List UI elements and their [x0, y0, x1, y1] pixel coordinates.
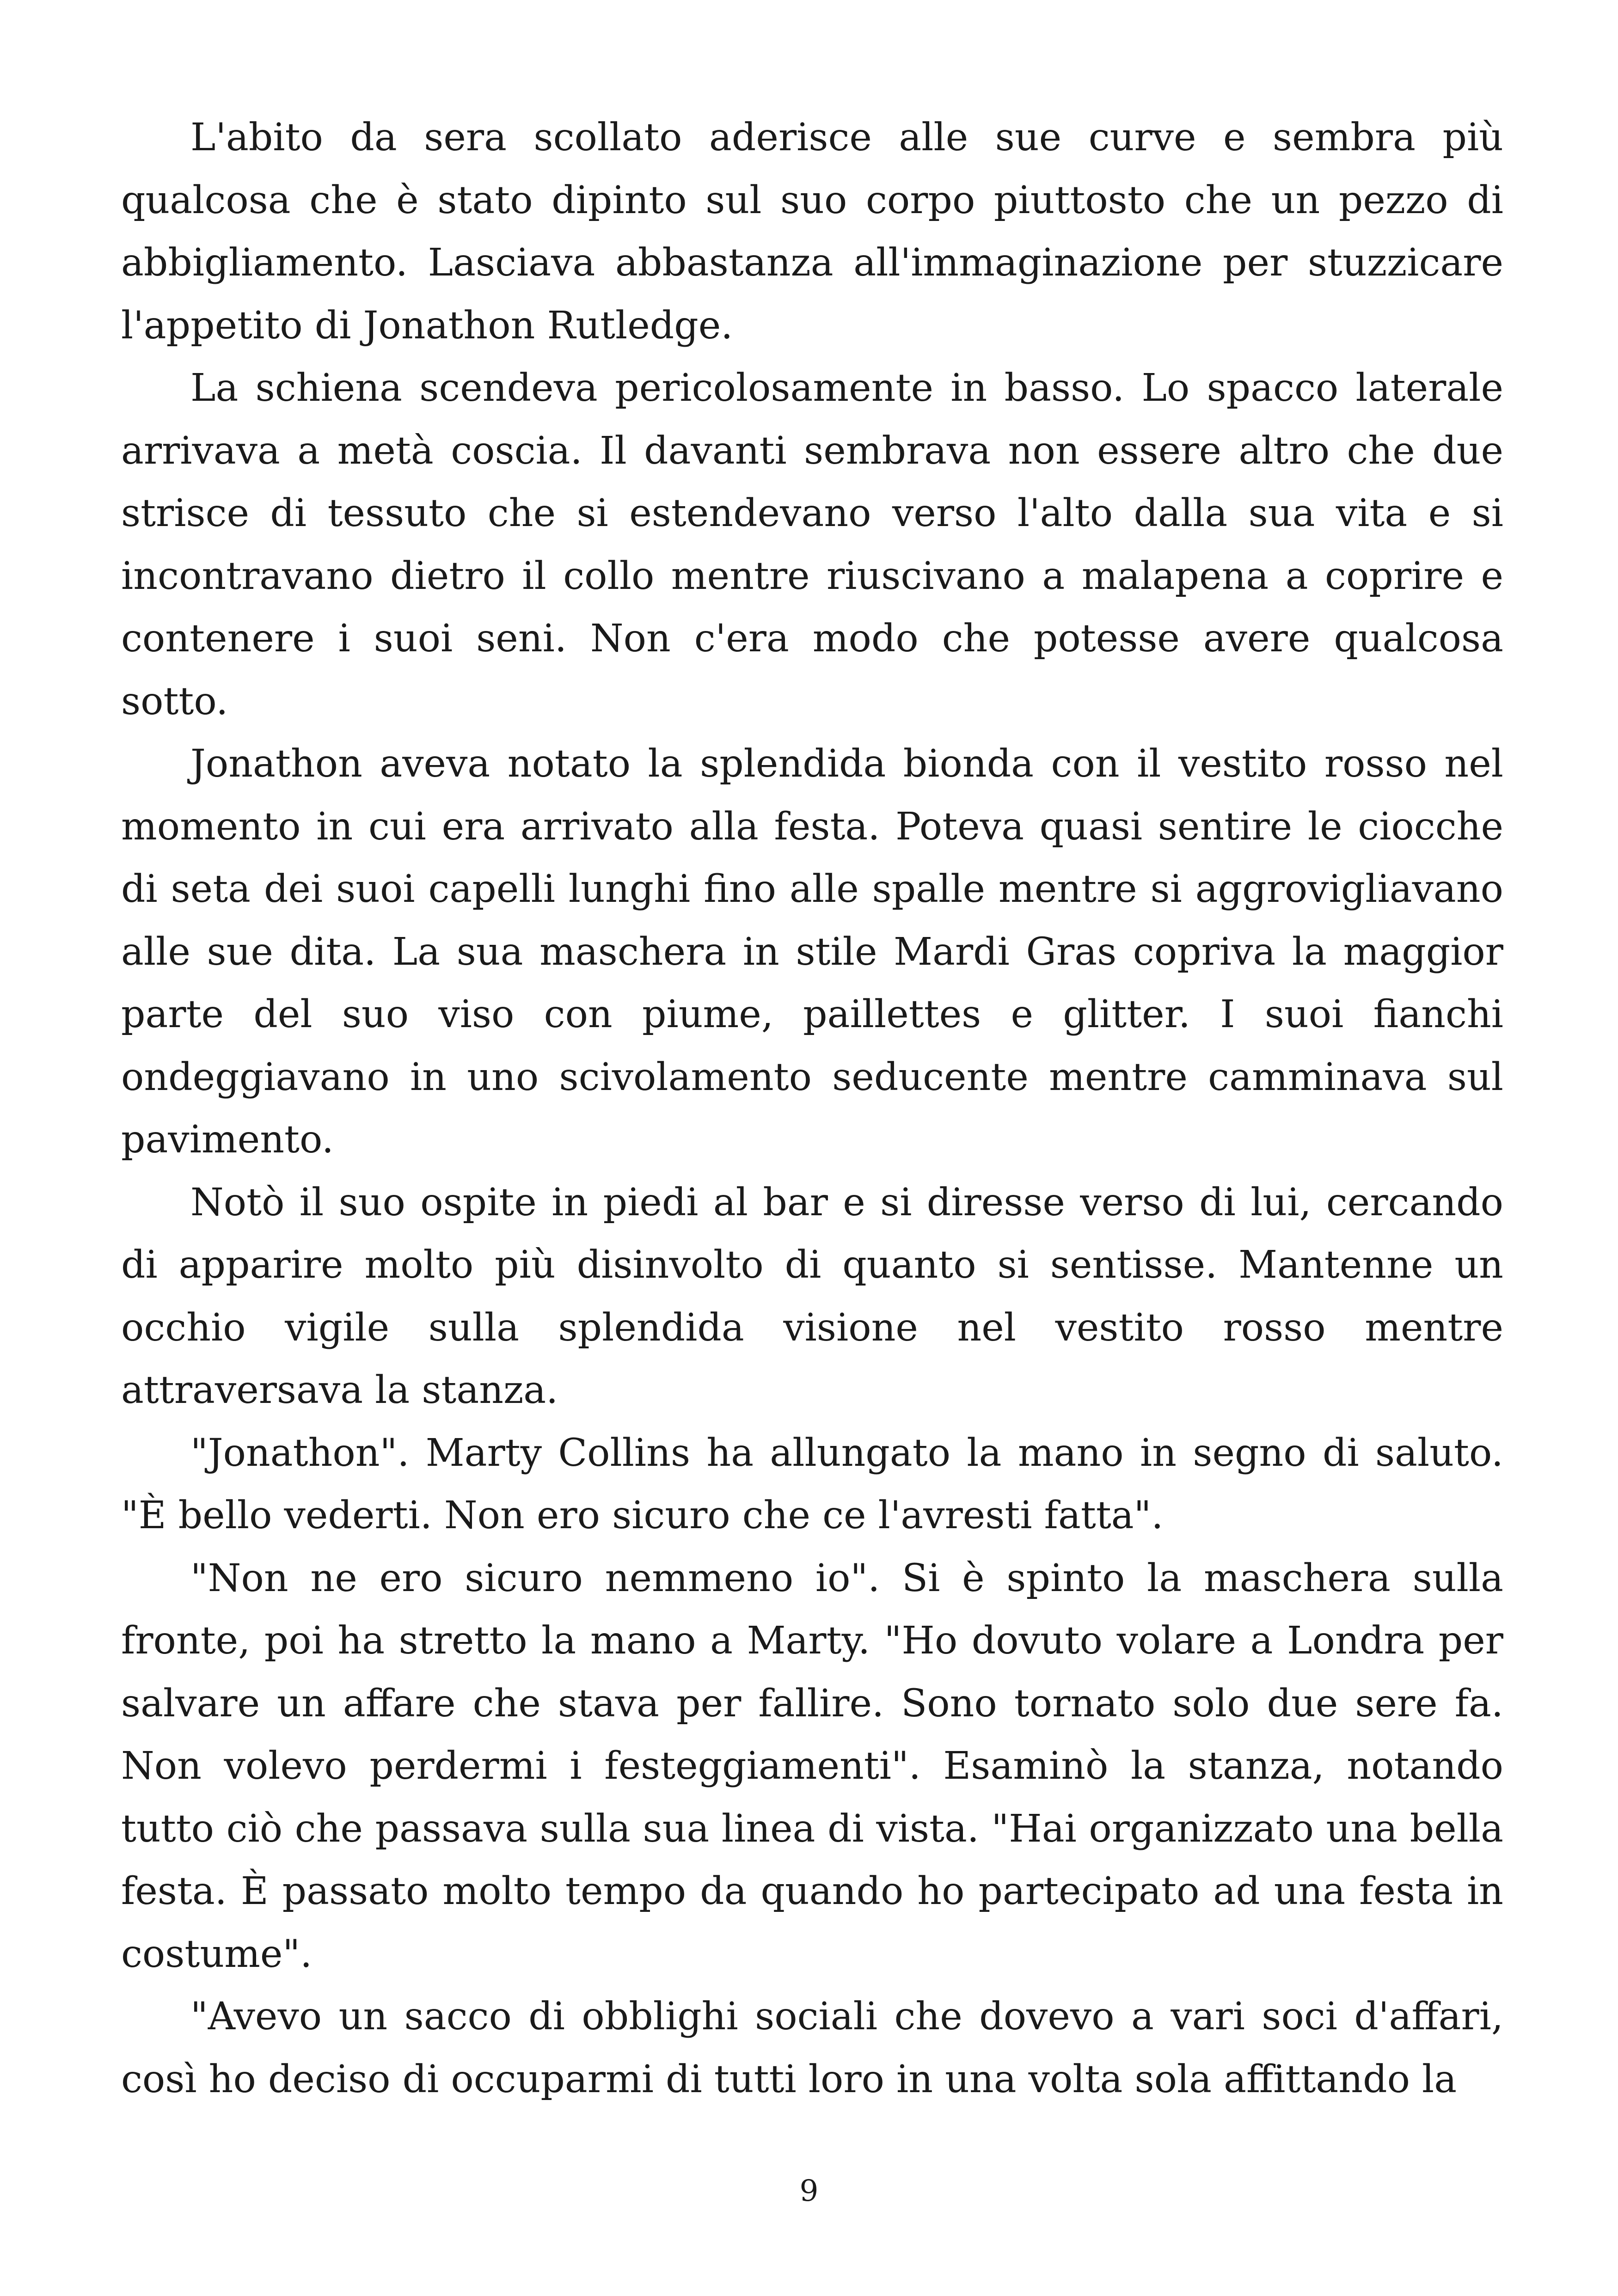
paragraph: "Avevo un sacco di obblighi sociali che dovevo a vari soci d'affari, così ho deciso di occuparmi di tutti loro in una volta sola affittando la	[121, 1995, 1503, 2101]
paragraph: La schiena scendeva pericolosamente in basso. Lo spacco laterale arrivava a metà coscia. Il davanti sembrava non essere altro che due strisce di tessuto che si estendevano verso l'alto dalla sua vita e si incontravano dietro il collo mentre riuscivano a malapena a coprire e contenere i suoi seni. Non c'era modo che potesse avere qualcosa sotto.	[121, 366, 1503, 723]
page-number: 9	[799, 2174, 819, 2208]
paragraph: "Jonathon". Marty Collins ha allungato la mano in segno di saluto. "È bello vederti. Non ero sicuro che ce l'avresti fatta".	[121, 1431, 1503, 1537]
paragraph: L'abito da sera scollato aderisce alle sue curve e sembra più qualcosa che è stato dipinto sul suo corpo piuttosto che un pezzo di abbigliamento. Lasciava abbastanza all'immaginazione per stuzzicare l'appetito di Jonathon Rutledge.	[121, 116, 1503, 348]
body-text	[121, 106, 1503, 2111]
paragraph: "Non ne ero sicuro nemmeno io". Si è spinto la maschera sulla fronte, poi ha stretto la mano a Marty. "Ho dovuto volare a Londra per salvare un affare che stava per fallire. Sono tornato solo due sere fa. Non volevo perdermi i festeggiamenti". Esaminò la stanza, notando tutto ciò che passava sulla sua linea di vista. "Hai organizzato una bella festa. È passato molto tempo da quando ho partecipato ad una festa in costume".	[121, 1556, 1503, 1976]
paragraph: Notò il suo ospite in piedi al bar e si diresse verso di lui, cercando di apparire molto più disinvolto di quanto si sentisse. Mantenne un occhio vigile sulla splendida visione nel vestito rosso mentre attraversava la stanza.	[121, 1180, 1503, 1412]
paragraph: Jonathon aveva notato la splendida bionda con il vestito rosso nel momento in cui era arrivato alla festa. Poteva quasi sentire le ciocche di seta dei suoi capelli lunghi fino alle spalle mentre si aggrovigliavano alle sue dita. La sua maschera in stile Mardi Gras copriva la maggior parte del suo viso con piume, paillettes e glitter. I suoi fianchi ondeggiavano in uno scivolamento seducente mentre camminava sul pavimento.	[121, 742, 1503, 1162]
